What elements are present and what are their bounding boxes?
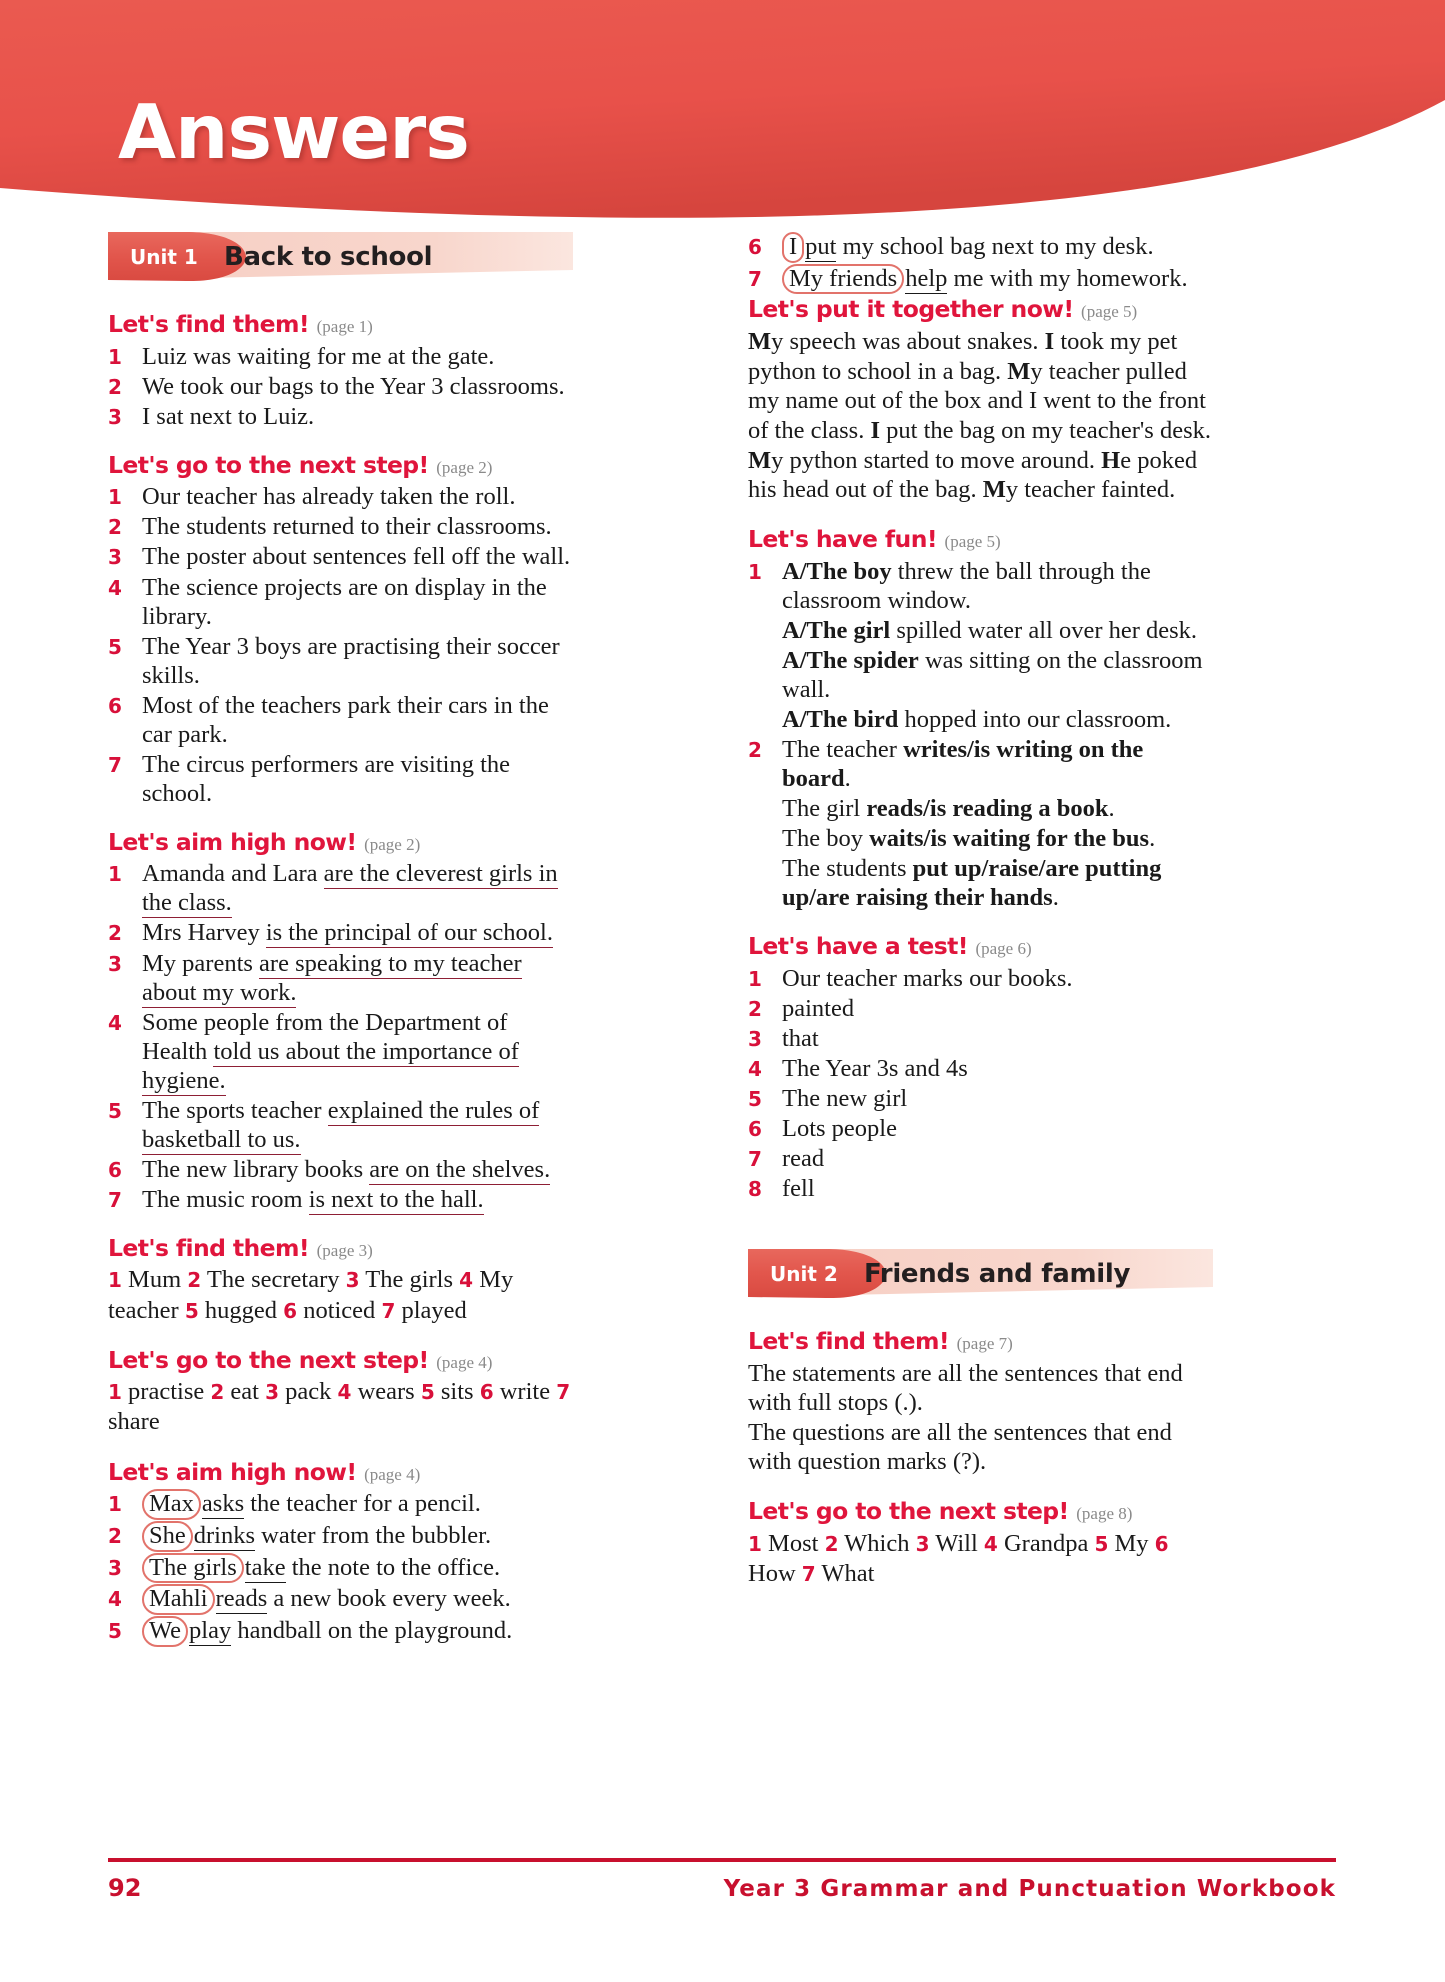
answer-text: The poster about sentences fell off the wall.	[142, 543, 571, 571]
answer-row	[748, 1144, 1213, 1173]
circled-answer: Max	[142, 1489, 201, 1520]
answer-section	[108, 310, 573, 431]
answer-text: The girls	[365, 1266, 454, 1294]
answer-text: played	[401, 1296, 467, 1324]
answer-number: 5	[420, 1380, 435, 1405]
answer-number: 5	[108, 1098, 122, 1123]
answer-text: Some people from the Department of Health told us about the importance of hygiene.	[142, 1008, 519, 1094]
bold-answer: put up/raise/are putting up/are raising their hands	[782, 854, 1162, 911]
right-column	[748, 232, 1213, 1609]
answer-number: 1	[108, 1268, 122, 1293]
underlined-answer: is next to the hall.	[308, 1185, 484, 1213]
bold-capital: M	[748, 328, 772, 356]
answer-text: I put my school bag next to my desk.	[782, 232, 1213, 263]
answer-number: 5	[1094, 1531, 1109, 1556]
section-heading: Let's go to the next step! (page 8)	[748, 1497, 1133, 1526]
answer-number: 2	[187, 1268, 202, 1293]
section-page-ref: (page 6)	[975, 938, 1032, 958]
answer-row	[108, 342, 573, 371]
answer-text: The students returned to their classrooms.	[142, 513, 552, 541]
answer-subrow	[748, 824, 1213, 853]
answer-number: 1	[748, 559, 762, 584]
section-page-ref: (page 4)	[364, 1464, 421, 1484]
answer-section	[108, 451, 573, 808]
unit-title: Friends and family	[864, 1258, 1131, 1289]
answer-row	[748, 264, 1213, 295]
section-heading: Let's have fun! (page 5)	[748, 524, 1001, 553]
underlined-verb: play	[189, 1617, 232, 1645]
answer-row	[108, 750, 573, 808]
answer-number: 3	[265, 1380, 280, 1405]
answer-text: The Year 3s and 4s	[782, 1054, 968, 1082]
bold-capital: M	[1007, 357, 1031, 385]
answer-number: 2	[210, 1380, 225, 1405]
answer-text: that	[782, 1024, 819, 1052]
answer-number: 2	[108, 515, 122, 540]
bold-answer: A/The spider	[782, 646, 919, 674]
answer-number: 2	[108, 1523, 122, 1548]
answer-number: 5	[108, 634, 122, 659]
answer-number: 1	[108, 1380, 122, 1405]
answer-number: 5	[108, 1619, 122, 1644]
section-page-ref: (page 4)	[436, 1352, 493, 1372]
answer-number: 1	[108, 862, 122, 887]
unit-banner	[748, 1249, 1213, 1301]
answer-text: The secretary	[206, 1266, 340, 1294]
answer-row	[748, 1054, 1213, 1083]
answer-row	[108, 1521, 573, 1552]
answer-text: The Year 3 boys are practising their soccer skills.	[142, 632, 560, 689]
section-heading: Let's have a test! (page 6)	[748, 931, 1032, 960]
answer-row	[748, 964, 1213, 993]
answer-number: 4	[983, 1531, 998, 1556]
answer-text: read	[782, 1144, 825, 1172]
unit-title: Back to school	[224, 242, 433, 272]
answer-row	[108, 632, 573, 690]
answer-row	[108, 859, 573, 917]
answer-row	[108, 1155, 573, 1184]
answer-text: We took our bags to the Year 3 classrooms.	[142, 372, 565, 400]
bold-capital: I	[1044, 328, 1055, 356]
answer-text: Grandpa	[1003, 1529, 1089, 1557]
answer-number: 6	[108, 1157, 122, 1182]
answer-section	[748, 295, 1213, 505]
section-heading: Let's find them! (page 1)	[108, 310, 373, 338]
underlined-verb: drinks	[193, 1521, 255, 1549]
underlined-answer: told us about the importance of hygiene.	[142, 1037, 519, 1094]
section-heading: Let's go to the next step! (page 2)	[108, 450, 493, 479]
answer-number: 7	[108, 752, 122, 777]
answer-row	[748, 994, 1213, 1023]
underlined-verb: asks	[201, 1490, 245, 1518]
answer-text: The new library books are on the shelves.	[142, 1155, 551, 1183]
answer-number: 6	[283, 1298, 298, 1323]
answer-row	[108, 918, 573, 947]
underlined-verb: put	[805, 233, 837, 260]
answer-text: A/The girl spilled water all over her desk.	[782, 616, 1198, 644]
answer-row	[748, 1114, 1213, 1143]
section-page-ref: (page 1)	[316, 317, 373, 336]
answer-subrow	[748, 794, 1213, 823]
answer-list	[108, 342, 573, 431]
answer-number: 1	[748, 966, 762, 991]
answer-row	[108, 1584, 573, 1615]
answer-number: 6	[108, 693, 122, 718]
answer-number: 7	[748, 1146, 762, 1171]
answer-row	[748, 232, 1213, 263]
bold-capital: M	[748, 446, 772, 474]
answer-text: share	[108, 1408, 160, 1436]
answer-text: My teacher	[108, 1266, 514, 1324]
answer-text: We play handball on the playground.	[142, 1616, 573, 1647]
answer-line: The statements are all the sentences that end with full stops (.).	[748, 1359, 1183, 1417]
answer-subrow	[748, 646, 1213, 704]
answer-number: 1	[108, 344, 122, 369]
answer-text: Mrs Harvey is the principal of our school.	[142, 919, 553, 947]
answer-row	[748, 735, 1213, 793]
answer-list	[748, 557, 1213, 912]
bold-capital: H	[1101, 446, 1121, 474]
answer-number: 7	[801, 1561, 816, 1586]
answer-row	[108, 1008, 573, 1095]
answer-text: sits	[440, 1378, 474, 1406]
underlined-answer: explained the rules of basketball to us.	[142, 1096, 540, 1153]
answer-text: The science projects are on display in the library.	[142, 573, 547, 630]
answer-paragraph: My speech was about snakes. I took my pet python to school in a bag. My teacher pulled my name out of the box and I went to the front of the class. I put the bag on my teacher's desk. My python started to move around. He poked his head out of the bag. My teacher fainted.	[748, 328, 1212, 504]
answer-text: She drinks water from the bubbler.	[142, 1521, 573, 1552]
answer-list	[108, 859, 573, 1213]
section-page-ref: (page 2)	[364, 834, 421, 854]
answer-row	[108, 1616, 573, 1647]
underlined-answer: are speaking to my teacher about my work.	[142, 949, 522, 1006]
section-heading: Let's aim high now! (page 4)	[108, 1457, 421, 1486]
section-page-ref: (page 5)	[1081, 302, 1138, 322]
inline-answer-list	[108, 1265, 573, 1325]
answer-number: 3	[108, 545, 122, 570]
answer-text: The new girl	[782, 1084, 908, 1112]
answer-number: 2	[108, 374, 122, 399]
answer-row	[108, 1096, 573, 1154]
answer-number: 2	[748, 737, 762, 762]
answer-text: The sports teacher explained the rules of basketball to us.	[142, 1096, 540, 1153]
answer-section	[748, 525, 1213, 912]
answer-subrow	[748, 705, 1213, 734]
answer-row	[748, 1084, 1213, 1113]
answer-section	[108, 1346, 573, 1438]
underlined-answer: are on the shelves.	[369, 1155, 551, 1183]
answer-number: 5	[184, 1298, 199, 1323]
answer-number: 3	[108, 1555, 122, 1580]
bold-answer: reads/is reading a book	[866, 794, 1109, 822]
answer-subrow	[748, 616, 1213, 645]
answer-number: 3	[915, 1531, 930, 1556]
answer-text: Will	[935, 1529, 978, 1557]
answer-number: 5	[748, 1086, 762, 1111]
answer-number: 4	[108, 575, 122, 600]
answer-number: 7	[108, 1187, 122, 1212]
page-footer	[108, 1858, 1336, 1902]
unit-banner	[108, 232, 573, 284]
answer-number: 8	[748, 1176, 762, 1201]
answer-number: 1	[108, 1492, 122, 1517]
answer-text: How	[748, 1559, 796, 1587]
answer-row	[108, 1185, 573, 1214]
answer-text: What	[821, 1559, 875, 1587]
answer-row	[748, 1174, 1213, 1203]
left-column	[108, 232, 573, 1667]
circled-answer: My friends	[782, 264, 904, 295]
footer-page-number: 92	[108, 1874, 142, 1902]
answer-number: 1	[748, 1531, 762, 1556]
answer-number: 2	[824, 1531, 839, 1556]
answer-number: 6	[1154, 1531, 1169, 1556]
answer-text: A/The bird hopped into our classroom.	[782, 705, 1172, 733]
answer-section	[748, 1497, 1213, 1589]
answer-number: 6	[748, 235, 762, 259]
inline-answer-list	[748, 1529, 1213, 1589]
answer-number: 6	[479, 1380, 494, 1405]
answer-text: Mahli reads a new book every week.	[142, 1584, 573, 1615]
footer-book-title: Year 3 Grammar and Punctuation Workbook	[723, 1876, 1336, 1902]
section-heading: Let's go to the next step! (page 4)	[108, 1345, 493, 1374]
circled-answer: The girls	[142, 1553, 244, 1584]
section-page-ref: (page 3)	[316, 1240, 373, 1260]
answer-text: Luiz was waiting for me at the gate.	[142, 342, 495, 370]
answer-number: 3	[345, 1268, 360, 1293]
answer-text: The music room is next to the hall.	[142, 1185, 484, 1213]
section-heading: Let's aim high now! (page 2)	[108, 827, 421, 856]
answer-number: 2	[108, 921, 122, 946]
section-page-ref: (page 5)	[944, 531, 1001, 551]
circled-answer: I	[782, 232, 804, 263]
answer-text: practise	[128, 1378, 205, 1406]
answer-text: My friends help me with my homework.	[782, 264, 1213, 295]
answer-row	[748, 1024, 1213, 1053]
answer-text: write	[499, 1378, 551, 1406]
answer-row	[108, 482, 573, 511]
answer-text: eat	[230, 1378, 259, 1406]
answer-row	[108, 1553, 573, 1584]
underlined-verb: take	[244, 1553, 286, 1581]
continued-answer-list	[748, 232, 1213, 294]
answer-row	[108, 573, 573, 631]
unit-label: Unit 1	[130, 245, 198, 269]
answer-text: Our teacher marks our books.	[782, 964, 1073, 992]
answer-section	[108, 1234, 573, 1326]
answer-text: The circus performers are visiting the school.	[142, 750, 511, 807]
answer-number: 7	[381, 1298, 396, 1323]
answer-row	[108, 691, 573, 749]
bold-answer: A/The boy	[782, 557, 892, 585]
answer-text: My parents are speaking to my teacher about my work.	[142, 949, 522, 1006]
answer-text: A/The spider was sitting on the classroom wall.	[782, 646, 1203, 703]
section-heading: Let's put it together now! (page 5)	[748, 295, 1138, 324]
answer-line: The questions are all the sentences that end with question marks (?).	[748, 1418, 1172, 1476]
answer-text: Max asks the teacher for a pencil.	[142, 1489, 573, 1520]
bold-answer: A/The girl	[782, 616, 891, 644]
bold-capital: M	[982, 476, 1006, 504]
underlined-verb: reads	[215, 1585, 268, 1613]
answer-text: The students put up/raise/are putting up/are raising their hands.	[782, 854, 1162, 911]
answer-subrow	[748, 854, 1213, 912]
answer-list	[748, 964, 1213, 1203]
answer-number: 3	[108, 951, 122, 976]
answer-row	[748, 557, 1213, 615]
answer-row	[108, 402, 573, 431]
answer-number: 2	[748, 996, 762, 1021]
answer-text: pack	[285, 1378, 332, 1406]
page-header-banner	[0, 0, 1445, 232]
answer-text: noticed	[303, 1296, 376, 1324]
bold-answer: waits/is waiting for the bus	[869, 824, 1150, 852]
answer-number: 7	[748, 266, 762, 291]
bold-capital: I	[870, 417, 881, 445]
answer-section	[108, 1458, 573, 1647]
answer-list	[108, 1489, 573, 1647]
section-page-ref: (page 7)	[956, 1333, 1013, 1353]
bold-answer: writes/is writing on the board	[782, 735, 1144, 792]
answer-list	[108, 482, 573, 807]
inline-answer-list	[108, 1377, 573, 1437]
answer-number: 3	[108, 404, 122, 429]
answer-number: 4	[108, 1587, 122, 1612]
answer-number: 4	[337, 1380, 352, 1405]
answer-number: 4	[748, 1056, 762, 1081]
answer-text: My	[1114, 1529, 1149, 1557]
answer-row	[108, 512, 573, 541]
answer-number: 1	[108, 485, 122, 510]
circled-answer: We	[142, 1616, 188, 1647]
page-title: Answers	[118, 88, 469, 176]
answer-text: hugged	[204, 1296, 278, 1324]
answer-text: Lots people	[782, 1114, 897, 1142]
footer-divider	[108, 1858, 1336, 1862]
answer-number: 4	[459, 1268, 474, 1293]
underlined-answer: is the principal of our school.	[265, 919, 553, 947]
section-heading: Let's find them! (page 3)	[108, 1233, 373, 1262]
bold-answer: A/The bird	[782, 705, 899, 733]
answer-row	[108, 542, 573, 571]
answer-text: fell	[782, 1174, 815, 1202]
answer-section	[748, 1327, 1213, 1477]
answer-number: 6	[748, 1116, 762, 1141]
answer-text: The girls take the note to the office.	[142, 1553, 573, 1584]
answer-text: A/The boy threw the ball through the classroom window.	[782, 557, 1151, 614]
answer-number: 4	[108, 1010, 122, 1035]
answer-row	[108, 1489, 573, 1520]
section-page-ref: (page 2)	[436, 457, 493, 477]
answer-number: 7	[556, 1380, 571, 1405]
answer-text: The girl reads/is reading a book.	[782, 794, 1115, 822]
answer-text: painted	[782, 994, 855, 1022]
answer-text: The boy waits/is waiting for the bus.	[782, 824, 1156, 852]
answer-text: Amanda and Lara are the cleverest girls in the class.	[142, 860, 558, 917]
answer-text: I sat next to Luiz.	[142, 402, 315, 430]
answer-text: wears	[357, 1378, 415, 1406]
answer-text: Most	[768, 1529, 819, 1557]
answer-text: Which	[844, 1529, 910, 1557]
circled-answer: Mahli	[142, 1584, 215, 1615]
answer-row	[108, 949, 573, 1007]
answer-text: Mum	[128, 1266, 182, 1294]
answer-section	[748, 932, 1213, 1203]
unit-label: Unit 2	[770, 1261, 838, 1286]
answer-row	[108, 372, 573, 401]
underlined-answer: are the cleverest girls in the class.	[142, 860, 558, 917]
answer-section	[108, 828, 573, 1214]
answer-text: Our teacher has already taken the roll.	[142, 483, 516, 511]
answer-text: Most of the teachers park their cars in the car park.	[142, 691, 549, 748]
answer-text: The teacher writes/is writing on the board.	[782, 735, 1144, 792]
circled-answer: She	[142, 1521, 193, 1552]
section-heading: Let's find them! (page 7)	[748, 1326, 1013, 1355]
answer-number: 3	[748, 1026, 762, 1051]
underlined-verb: help	[905, 264, 948, 292]
section-page-ref: (page 8)	[1076, 1504, 1133, 1524]
